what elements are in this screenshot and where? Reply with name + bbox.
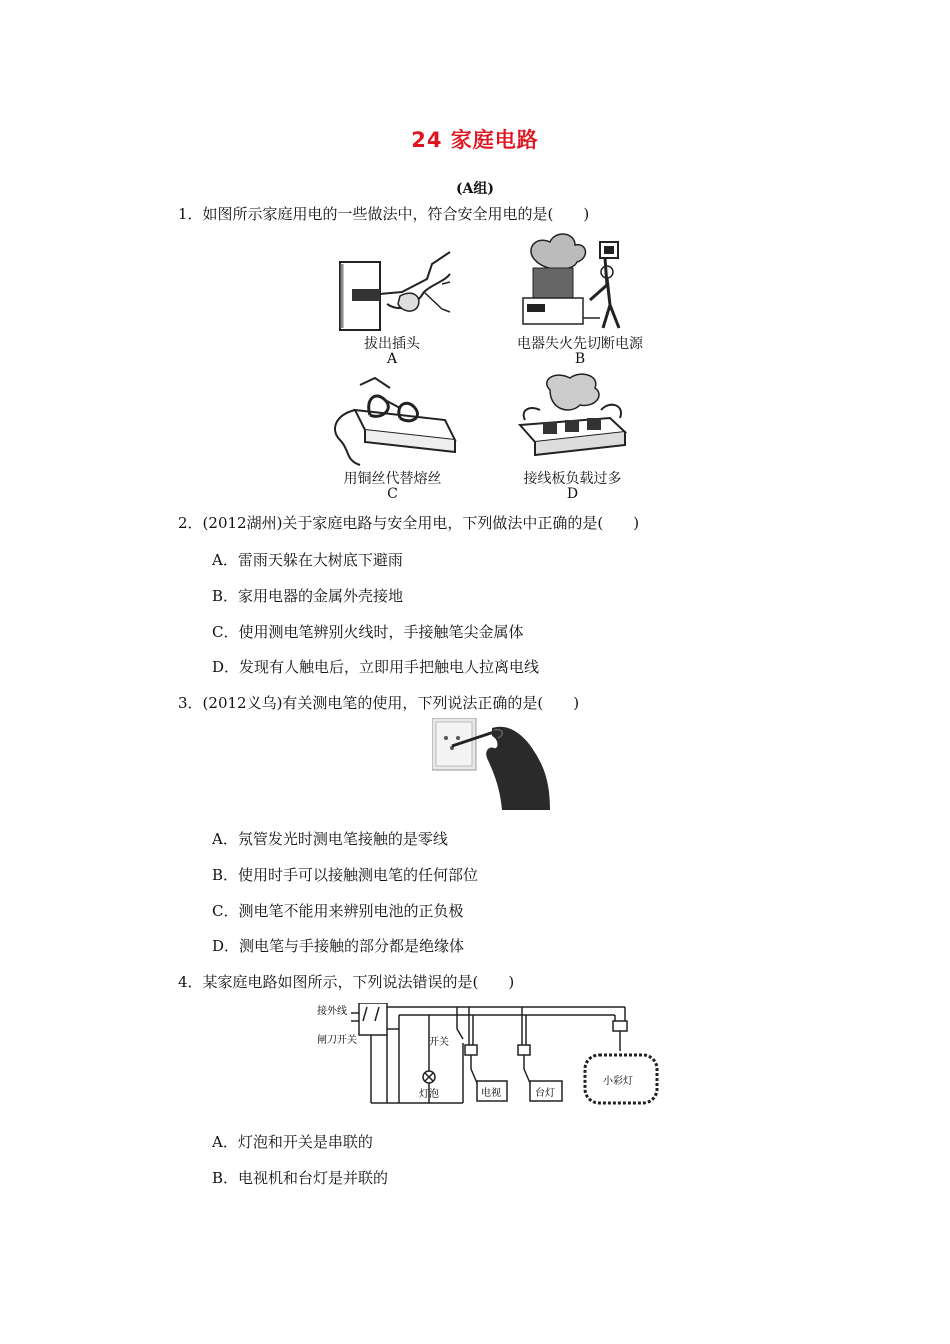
q2-option-d: D．发现有人触电后，立即用手把触电人拉离电线 bbox=[212, 658, 540, 676]
question-4-stem: 4．某家庭电路如图所示，下列说法错误的是( ) bbox=[178, 973, 515, 991]
question-3-stem: 3．(2012义乌)有关测电笔的使用，下列说法正确的是( ) bbox=[178, 694, 580, 712]
page-title: 24 家庭电路 bbox=[411, 128, 539, 152]
label-tv: 电视 bbox=[481, 1088, 501, 1099]
question-2-stem: 2．(2012湖州)关于家庭电路与安全用电，下列做法中正确的是( ) bbox=[178, 514, 640, 532]
q2-option-b: B．家用电器的金属外壳接地 bbox=[212, 587, 404, 605]
q3-option-c: C．测电笔不能用来辨别电池的正负极 bbox=[212, 902, 464, 920]
copper-fuse-illustration bbox=[325, 370, 460, 468]
q1-caption-c: 用铜丝代替熔丝 bbox=[343, 471, 442, 487]
overloaded-strip-illustration bbox=[515, 370, 630, 468]
q3-option-d: D．测电笔与手接触的部分都是绝缘体 bbox=[212, 937, 465, 955]
q3-option-a: A．氖管发光时测电笔接触的是零线 bbox=[212, 830, 448, 848]
cut-power-illustration bbox=[515, 230, 645, 334]
q1-letter-a: A bbox=[386, 351, 398, 367]
q1-letter-b: B bbox=[574, 351, 586, 367]
q4-option-a: A．灯泡和开关是串联的 bbox=[212, 1133, 373, 1151]
q1-letter-d: D bbox=[566, 486, 579, 502]
q2-option-a: A．雷雨天躲在大树底下避雨 bbox=[212, 551, 403, 569]
label-switch: 开关 bbox=[429, 1037, 449, 1048]
q1-caption-b: 电器失火先切断电源 bbox=[517, 336, 643, 352]
q4-option-b: B．电视机和台灯是并联的 bbox=[212, 1169, 389, 1187]
label-knife-switch: 闸刀开关 bbox=[317, 1035, 357, 1046]
unplug-illustration bbox=[332, 234, 452, 334]
label-bulb: 灯泡 bbox=[419, 1089, 439, 1100]
label-external-line: 接外线 bbox=[317, 1006, 347, 1017]
label-desk-lamp: 台灯 bbox=[535, 1088, 555, 1099]
question-1-stem: 1．如图所示家庭用电的一些做法中，符合安全用电的是( ) bbox=[178, 205, 590, 223]
q1-caption-d: 接线板负载过多 bbox=[523, 471, 622, 487]
q1-letter-c: C bbox=[387, 486, 398, 502]
household-circuit-diagram bbox=[315, 1003, 670, 1107]
label-fairy-lights: 小彩灯 bbox=[603, 1076, 633, 1087]
test-pen-photo bbox=[432, 718, 552, 810]
q1-caption-a: 拔出插头 bbox=[364, 336, 420, 352]
group-label: (A组) bbox=[455, 181, 495, 197]
q2-option-c: C．使用测电笔辨别火线时，手接触笔尖金属体 bbox=[212, 623, 524, 641]
q3-option-b: B．使用时手可以接触测电笔的任何部位 bbox=[212, 866, 479, 884]
